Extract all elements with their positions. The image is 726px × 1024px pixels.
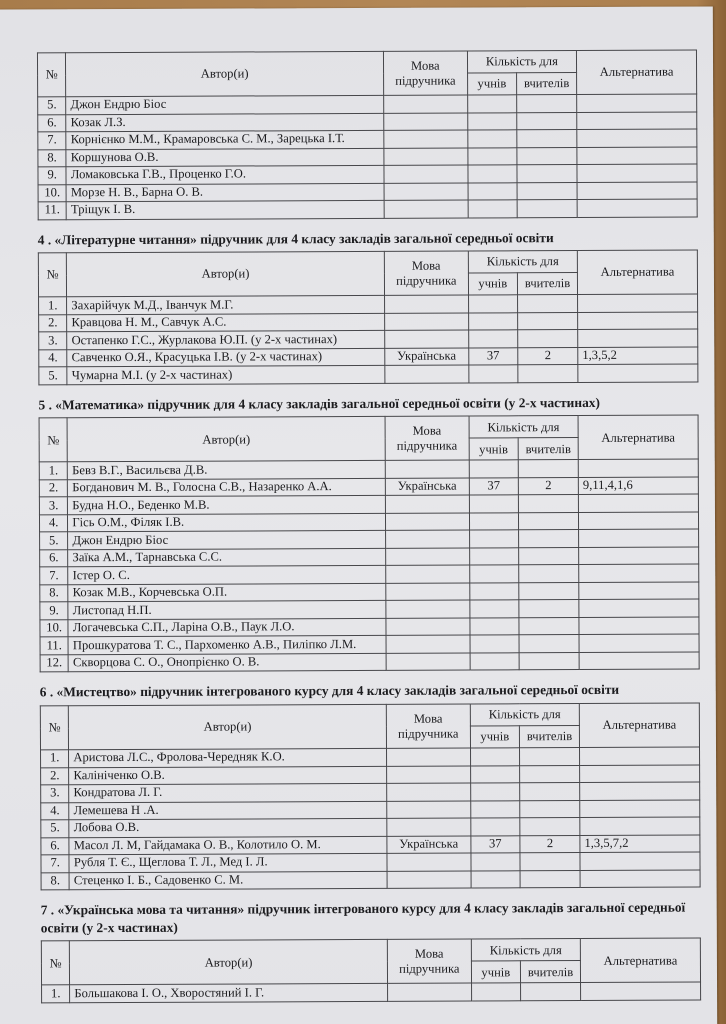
cell-teachers-count: [519, 635, 579, 653]
cell-teachers-count: [520, 748, 580, 766]
cell-alternative: [578, 459, 698, 477]
cell-number: 9.: [40, 602, 68, 620]
cell-authors: Гісь О.М., Філяк І.В.: [68, 513, 386, 532]
cell-number: 4.: [41, 802, 69, 820]
cell-students-count: [469, 600, 518, 618]
cell-alternative: [579, 599, 699, 617]
table-row: [40, 652, 699, 672]
cell-students-count: [470, 635, 519, 653]
cell-alternative: [579, 617, 699, 635]
cell-teachers-count: 2: [518, 347, 578, 365]
cell-alternative: [579, 547, 699, 565]
cell-number: 1.: [41, 750, 69, 768]
cell-alternative: [579, 512, 699, 530]
column-header-alternative: Альтернатива: [580, 938, 700, 983]
cell-teachers-count: 2: [520, 835, 580, 853]
column-header-quantity: Кількість для: [469, 416, 578, 438]
cell-language: Українська: [385, 478, 469, 496]
cell-alternative: [581, 982, 701, 1000]
column-header-alternative: Альтернатива: [577, 250, 697, 295]
textbooks-table: [37, 50, 698, 220]
cell-language: [385, 460, 469, 478]
cell-alternative: 9,11,4,1,6: [578, 477, 698, 495]
cell-authors: Богданович М. В., Голосна С.В., Назаренко А.А.: [68, 478, 386, 497]
cell-language: [384, 95, 468, 113]
cell-language: [384, 130, 468, 148]
cell-students-count: 37: [468, 347, 517, 365]
cell-number: 9.: [38, 167, 66, 185]
table-body: [38, 94, 698, 219]
table-row: [38, 199, 697, 219]
cell-teachers-count: [518, 312, 578, 330]
cell-students-count: [471, 870, 520, 888]
cell-language: [387, 853, 471, 871]
cell-alternative: [579, 582, 699, 600]
cell-alternative: [579, 652, 699, 670]
cell-alternative: [578, 329, 698, 347]
cell-students-count: [468, 147, 517, 165]
cell-number: 2.: [41, 767, 69, 785]
cell-students-count: [468, 295, 517, 313]
column-header-teachers: вчителів: [517, 73, 577, 95]
column-header-number: №: [37, 53, 66, 97]
cell-language: [387, 801, 471, 819]
cell-authors: Остапенко Г.С., Журлакова Ю.П. (у 2-х частинах): [67, 331, 385, 350]
catalog-section: [38, 228, 699, 385]
cell-language: [385, 513, 469, 531]
column-header-quantity: Кількість для: [470, 704, 579, 726]
cell-number: 10.: [38, 184, 66, 202]
catalog-section: [37, 50, 698, 220]
cell-language: [387, 871, 471, 889]
column-header-students: учнів: [467, 73, 517, 95]
cell-alternative: [578, 364, 698, 382]
cell-alternative: [577, 164, 697, 182]
cell-students-count: [470, 618, 519, 636]
section-title: 5 . «Математика» підручник для 4 класу закладів загальної середньої освіти (у 2-х частинах): [38, 394, 600, 413]
catalog-section: [38, 393, 699, 673]
textbooks-table: [40, 703, 701, 891]
cell-authors: Лемешева Н .А.: [69, 801, 387, 820]
cell-students-count: [467, 95, 516, 113]
cell-authors: Будна Н.О., Беденко М.В.: [68, 496, 386, 515]
header-row-top: [41, 938, 700, 963]
cell-language: [386, 653, 470, 671]
cell-language: [386, 618, 470, 636]
cell-number: 8.: [41, 872, 69, 890]
cell-teachers-count: [518, 330, 578, 348]
cell-teachers-count: [519, 652, 579, 670]
cell-students-count: [470, 765, 519, 783]
cell-language: [387, 818, 471, 836]
cell-number: 4.: [39, 515, 67, 533]
column-header-number: №: [40, 706, 69, 750]
cell-teachers-count: [519, 582, 579, 600]
column-header-alternative: Альтернатива: [578, 415, 698, 460]
catalog-section: [41, 899, 701, 1004]
cell-students-count: [468, 312, 517, 330]
cell-language: Українська: [385, 348, 469, 366]
cell-teachers-count: [517, 112, 577, 130]
cell-authors: Козак Л.З.: [66, 113, 384, 132]
column-header-alternative: Альтернатива: [579, 703, 699, 748]
table-header: [37, 50, 696, 97]
cell-alternative: [579, 529, 699, 547]
cell-teachers-count: [519, 547, 579, 565]
cell-authors: Логачевська С.П., Ларіна О.В., Паук Л.О.: [68, 618, 386, 637]
cell-teachers-count: [517, 182, 577, 200]
cell-authors: Ломаковська Г.В., Проценко Г.О.: [66, 165, 384, 184]
column-header-language: Мова підручника: [385, 416, 469, 460]
cell-teachers-count: [520, 783, 580, 801]
cell-language: [385, 365, 469, 383]
textbooks-table: [38, 250, 699, 385]
cell-students-count: [470, 653, 519, 671]
header-row-top: [40, 703, 699, 728]
cell-alternative: [578, 294, 698, 312]
column-header-language: Мова підручника: [387, 939, 471, 983]
cell-alternative: [580, 782, 700, 800]
cell-alternative: [580, 747, 700, 765]
cell-number: 3.: [39, 497, 67, 515]
cell-number: 5.: [39, 367, 67, 385]
cell-students-count: [467, 130, 516, 148]
cell-alternative: [580, 817, 700, 835]
column-header-quantity: Кількість для: [467, 51, 576, 73]
cell-number: 3.: [41, 785, 69, 803]
section-title: 7 . «Українська мова та читання» підручник інтегрованого курсу для 4 класу закладів загальної середньої освіти (у 2-х частинах): [40, 899, 686, 936]
column-header-language: Мова підручника: [383, 51, 467, 95]
cell-language: [386, 748, 470, 766]
cell-alternative: 1,3,5,2: [578, 347, 698, 365]
column-header-students: учнів: [470, 726, 520, 748]
cell-language: [386, 600, 470, 618]
cell-number: 1.: [39, 297, 67, 315]
header-row-top: [37, 50, 696, 75]
cell-teachers-count: [517, 165, 577, 183]
cell-students-count: [469, 583, 518, 601]
cell-authors: Рубля Т. Є., Щеглова Т. Л., Мед І. Л.: [69, 853, 387, 872]
cell-students-count: [468, 165, 517, 183]
cell-teachers-count: [517, 200, 577, 218]
table-body: [42, 982, 701, 1002]
cell-language: [384, 183, 468, 201]
cell-number: 8.: [40, 585, 68, 603]
cell-teachers-count: [520, 853, 580, 871]
column-header-number: №: [39, 418, 68, 462]
cell-alternative: [579, 634, 699, 652]
cell-authors: Корнієнко М.М., Крамаровська С. М., Зарецька І.Т.: [66, 130, 384, 149]
cell-alternative: [580, 870, 700, 888]
cell-authors: Морзе Н. В., Барна О. В.: [66, 183, 384, 202]
column-header-quantity: Кількість для: [468, 251, 577, 273]
cell-teachers-count: [519, 617, 579, 635]
cell-language: [386, 635, 470, 653]
cell-alternative: [577, 129, 697, 147]
column-header-quantity: Кількість для: [471, 939, 580, 961]
cell-alternative: [578, 312, 698, 330]
cell-authors: Істер О. С.: [68, 566, 386, 585]
column-header-number: №: [38, 253, 67, 297]
cell-number: 1.: [42, 985, 70, 1003]
table-body: [41, 747, 701, 890]
cell-alternative: [580, 852, 700, 870]
column-header-authors: Автор(и): [69, 704, 387, 749]
cell-number: 3.: [39, 332, 67, 350]
sections-container: [0, 6, 717, 1019]
cell-teachers-count: [518, 365, 578, 383]
cell-authors: Козак М.В., Корчевська О.П.: [68, 583, 386, 602]
cell-number: 5.: [41, 820, 69, 838]
cell-teachers-count: [519, 600, 579, 618]
cell-students-count: [469, 548, 518, 566]
cell-students-count: [467, 112, 516, 130]
cell-teachers-count: [518, 495, 578, 513]
textbooks-table: [41, 938, 701, 1003]
cell-students-count: [471, 983, 520, 1001]
cell-language: [385, 313, 469, 331]
cell-teachers-count: [518, 460, 578, 478]
cell-number: 2.: [39, 314, 67, 332]
cell-authors: Масол Л. М, Гайдамака О. В., Колотило О. М.: [69, 836, 387, 855]
cell-students-count: [468, 200, 517, 218]
cell-students-count: [470, 748, 519, 766]
cell-number: 4.: [39, 349, 67, 367]
column-header-authors: Автор(и): [66, 51, 384, 96]
cell-number: 11.: [38, 202, 66, 220]
column-header-language: Мова підручника: [384, 251, 468, 295]
cell-teachers-count: [520, 818, 580, 836]
cell-authors: Прошкуратова Т. С., Пархоменко А.В., Пиліпко Л.М.: [68, 636, 386, 655]
cell-alternative: [580, 800, 700, 818]
cell-authors: Кондратова Л. Г.: [69, 783, 387, 802]
table-body: [39, 459, 699, 672]
cell-alternative: [580, 765, 700, 783]
cell-teachers-count: [517, 95, 577, 113]
column-header-number: №: [41, 941, 70, 985]
cell-language: [384, 165, 468, 183]
cell-alternative: [578, 494, 698, 512]
cell-number: 6.: [40, 550, 68, 568]
table-body: [39, 294, 698, 384]
cell-language: [387, 783, 471, 801]
cell-students-count: 37: [471, 835, 520, 853]
cell-language: [384, 295, 468, 313]
cell-number: 8.: [38, 149, 66, 167]
cell-authors: Лобова О.В.: [69, 818, 387, 837]
cell-alternative: [579, 564, 699, 582]
column-header-authors: Автор(и): [70, 940, 388, 985]
cell-teachers-count: [520, 765, 580, 783]
cell-teachers-count: [517, 147, 577, 165]
header-row-top: [39, 415, 698, 440]
column-header-teachers: вчителів: [518, 438, 578, 460]
section-title: 4 . «Літературне читання» підручник для 4 класу закладів загальної середньої освіти: [37, 229, 554, 247]
column-header-students: учнів: [471, 961, 521, 983]
cell-number: 7.: [38, 132, 66, 150]
cell-number: 7.: [41, 855, 69, 873]
cell-teachers-count: [519, 530, 579, 548]
cell-number: 2.: [39, 480, 67, 498]
cell-teachers-count: [518, 295, 578, 313]
cell-language: Українська: [387, 836, 471, 854]
cell-number: 1.: [39, 462, 67, 480]
cell-language: [384, 148, 468, 166]
table-header: [41, 938, 700, 985]
cell-teachers-count: [521, 983, 581, 1001]
cell-language: [386, 530, 470, 548]
cell-teachers-count: [519, 565, 579, 583]
cell-number: 7.: [40, 567, 68, 585]
cell-number: 6.: [41, 837, 69, 855]
catalog-section: [40, 681, 701, 891]
textbooks-table: [39, 415, 700, 673]
cell-authors: Кравцова Н. М., Савчук А.С.: [67, 313, 385, 332]
cell-teachers-count: 2: [518, 477, 578, 495]
cell-teachers-count: [520, 870, 580, 888]
column-header-authors: Автор(и): [67, 252, 385, 297]
cell-students-count: [469, 495, 518, 513]
table-header: [38, 250, 697, 297]
table-row: [39, 364, 698, 384]
cell-language: [386, 565, 470, 583]
cell-authors: Заїка А.М., Тарнавська С.С.: [68, 548, 386, 567]
cell-authors: Стеценко І. Б., Садовенко С. М.: [69, 871, 387, 890]
cell-language: [387, 766, 471, 784]
cell-alternative: 1,3,5,7,2: [580, 835, 700, 853]
cell-teachers-count: [519, 512, 579, 530]
column-header-students: учнів: [468, 273, 518, 295]
cell-alternative: [577, 182, 697, 200]
cell-authors: Скворцова С. О., Онопрієнко О. В.: [68, 653, 386, 672]
cell-students-count: [469, 530, 518, 548]
cell-language: [385, 495, 469, 513]
cell-authors: Калініченко О.В.: [69, 766, 387, 785]
cell-students-count: [470, 783, 519, 801]
cell-students-count: [468, 330, 517, 348]
cell-alternative: [577, 147, 697, 165]
cell-students-count: [471, 853, 520, 871]
table-row: [41, 870, 700, 890]
cell-number: 12.: [40, 655, 68, 673]
cell-number: 5.: [38, 97, 66, 115]
cell-number: 10.: [40, 620, 68, 638]
cell-authors: Джон Ендрю Біос: [68, 531, 386, 550]
cell-number: 11.: [40, 637, 68, 655]
cell-students-count: 37: [469, 478, 518, 496]
column-header-authors: Автор(и): [67, 417, 385, 462]
cell-authors: Коршунова О.В.: [66, 148, 384, 167]
cell-authors: Захарійчук М.Д., Іванчук М.Г.: [67, 296, 385, 315]
cell-students-count: [468, 365, 517, 383]
cell-students-count: [469, 460, 518, 478]
header-row-top: [38, 250, 697, 275]
cell-language: [384, 113, 468, 131]
table-header: [39, 415, 698, 462]
cell-language: [386, 548, 470, 566]
cell-authors: Джон Ендрю Біос: [66, 95, 384, 114]
section-title: 6 . «Мистецтво» підручник інтегрованого курсу для 4 класу закладів загальної середньої освіти: [39, 682, 620, 700]
cell-language: [385, 330, 469, 348]
cell-language: [384, 200, 468, 218]
cell-authors: Савченко О.Я., Красуцька І.В. (у 2-х частинах): [67, 348, 385, 367]
cell-students-count: [470, 800, 519, 818]
document-page: [0, 6, 717, 1024]
table-row: [42, 982, 701, 1002]
cell-alternative: [577, 199, 697, 217]
cell-students-count: [469, 565, 518, 583]
cell-language: [387, 983, 471, 1001]
cell-authors: Бевз В.Г., Васильєва Д.В.: [68, 461, 386, 480]
cell-authors: Большакова І. О., Хворостяний І. Г.: [70, 984, 388, 1003]
cell-authors: Чумарна М.І. (у 2-х частинах): [67, 366, 385, 385]
cell-authors: Тріщук І. В.: [66, 200, 384, 219]
cell-students-count: [468, 182, 517, 200]
table-header: [40, 703, 699, 750]
cell-authors: Аристова Л.С., Фролова-Чередняк К.О.: [69, 748, 387, 767]
cell-students-count: [469, 513, 518, 531]
column-header-alternative: Альтернатива: [576, 50, 696, 95]
cell-alternative: [577, 112, 697, 130]
cell-number: 6.: [38, 114, 66, 132]
cell-number: 5.: [40, 532, 68, 550]
cell-language: [386, 583, 470, 601]
cell-alternative: [577, 94, 697, 112]
column-header-language: Мова підручника: [386, 704, 470, 748]
cell-students-count: [470, 818, 519, 836]
cell-teachers-count: [517, 130, 577, 148]
column-header-teachers: вчителів: [519, 726, 579, 748]
column-header-teachers: вчителів: [517, 273, 577, 295]
column-header-students: учнів: [469, 438, 519, 460]
cell-teachers-count: [520, 800, 580, 818]
column-header-teachers: вчителів: [520, 961, 580, 983]
cell-authors: Листопад Н.П.: [68, 601, 386, 620]
